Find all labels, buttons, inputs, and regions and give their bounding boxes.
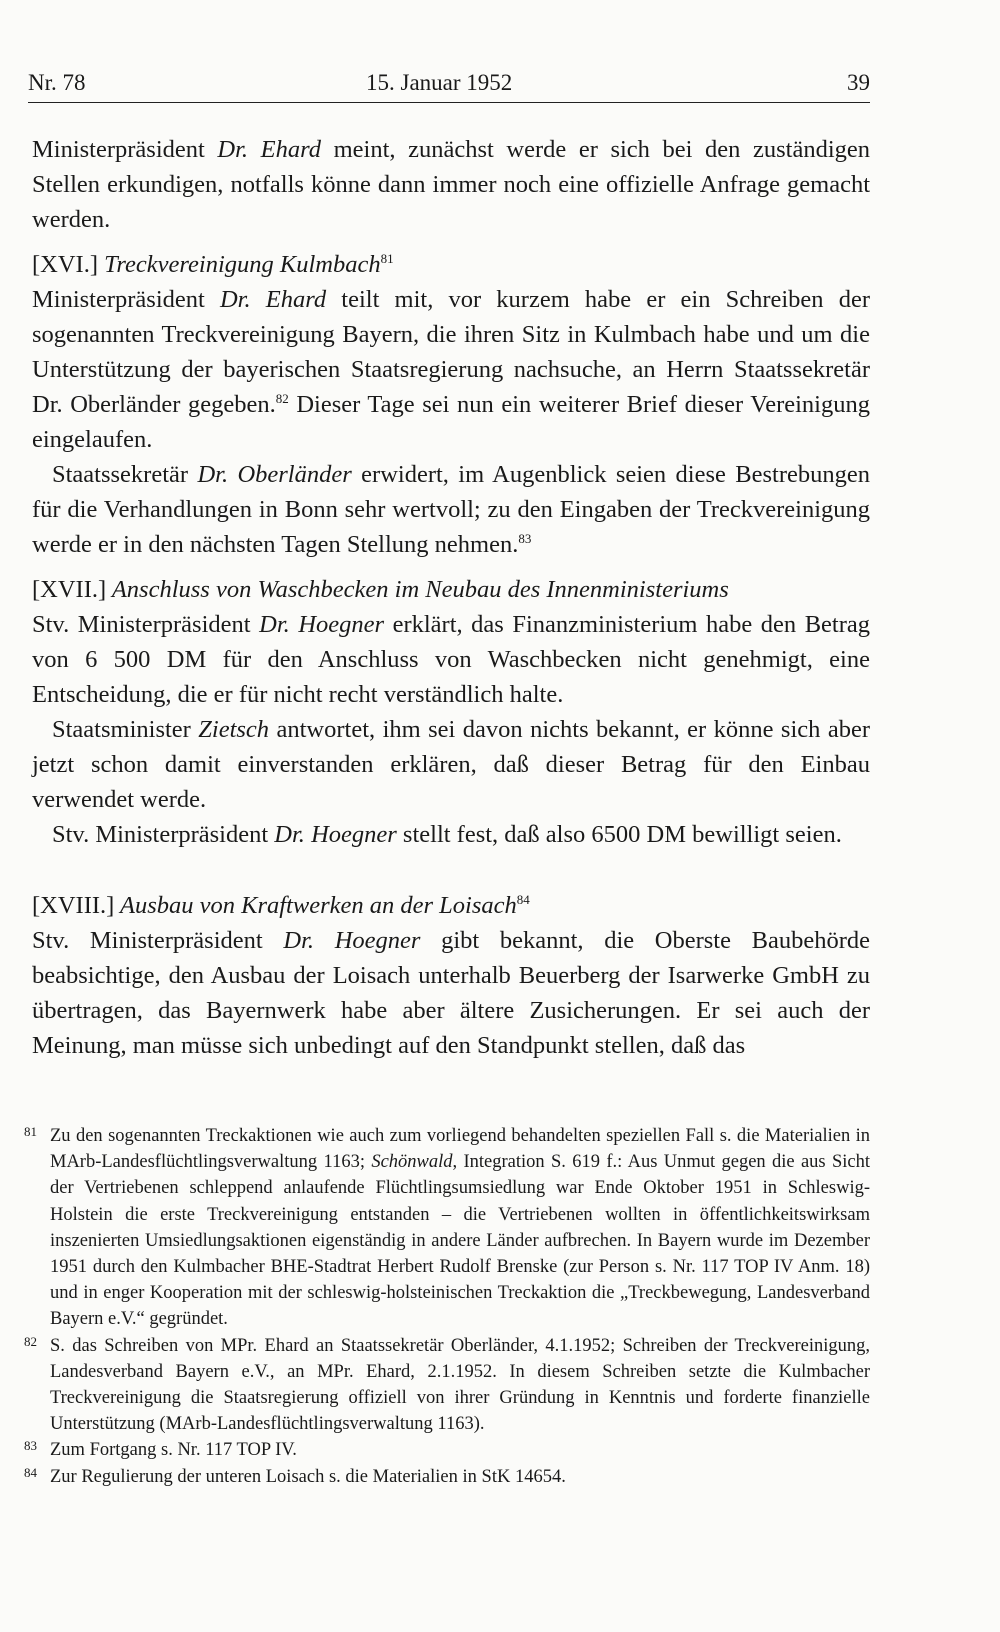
paragraph-xvi-2: [32, 457, 870, 562]
document-number: Nr. 78: [28, 70, 86, 95]
title-abbrev: Dr.: [259, 611, 299, 638]
paragraph-xvii-2: [32, 712, 870, 817]
title-abbrev: Dr.: [283, 927, 335, 954]
footnote-ref: 82: [275, 390, 289, 406]
text-run: Stv. Ministerpräsident: [32, 611, 260, 638]
footnote-ref: 83: [518, 530, 532, 546]
text-run: gibt bekannt, die Oberste Baubehörde beabsichtige, den Ausbau der Loisach unterhalb Beuerberg der Isarwerke GmbH zu übertragen, das Bayernwerk habe aber ältere Zusicherungen. Er sei auch der Meinung, man müsse sich unbedingt auf den Standpunkt stellen, daß das: [32, 927, 871, 1059]
text-run: erwidert, im Augenblick seien diese Bestrebungen für die Verhandlungen in Bonn sehr wertvoll; zu den Eingaben der Treckvereinigung werde er in den nächsten Tagen Stellung nehmen.: [32, 461, 870, 558]
section-title: Treckvereinigung Kulmbach: [98, 251, 381, 278]
text-run: erklärt, das Finanzministerium habe den Betrag von 6 500 DM für den Anschluss von Waschbecken nicht genehmigt, eine Entscheidung, die er für nicht recht verständlich halte.: [32, 611, 871, 708]
section-heading-xvii: [32, 572, 870, 607]
text-run: Ministerpräsident: [32, 136, 218, 163]
footnote-text: Zu den sogenannten Treckaktionen wie auch zum vorliegend behandelten speziellen Fall s. die Materialien in MArb-Landesflüchtlingsverwaltung 1163;: [50, 1126, 870, 1173]
text-run: antwortet, ihm sei davon nichts bekannt, er könne sich aber jetzt schon damit einverstanden erklären, daß dieser Betrag für den Einbau verwendet werde.: [32, 716, 870, 813]
main-text: [32, 132, 870, 1063]
footnote-number: 81: [24, 1124, 37, 1139]
title-abbrev: Dr.: [197, 461, 238, 488]
footnote-text: Zur Regulierung der unteren Loisach s. die Materialien in StK 14654.: [50, 1466, 566, 1487]
speaker-name: Zietsch: [198, 716, 270, 743]
speaker-name: Ehard: [260, 136, 321, 163]
section-title: Anschluss von Waschbecken im Neubau des Innenministeriums: [106, 576, 729, 603]
footnote-text: Zum Fortgang s. Nr. 117 TOP IV.: [50, 1440, 297, 1461]
text-run: Staatssekretär: [52, 461, 198, 488]
paragraph-intro: [32, 132, 870, 237]
footnote-text: S. das Schreiben von MPr. Ehard an Staatssekretär Oberländer, 4.1.1952; Schreiben der Treckvereinigung, Landesverband Bayern e.V., an MPr. Ehard, 2.1.1952. In diesem Schreiben setzte die Kulmbacher Treckvereinigung die Staatsregierung offiziell von ihrer Gründung in Kenntnis und forderte finanzielle Unterstützung (MArb-Landesflüchtlingsverwaltung 1163).: [50, 1335, 870, 1435]
paragraph-xvi-1: [32, 282, 870, 457]
section-heading-xvi: [32, 247, 870, 282]
section-number: [XVI.]: [32, 251, 98, 278]
footnote-83: [24, 1437, 870, 1463]
text-run: meint, zunächst werde er sich bei den zuständigen Stellen erkundigen, notfalls könne dann immer noch eine offizielle Anfrage gemacht werden.: [32, 136, 871, 233]
speaker-name: Oberländer: [237, 461, 352, 488]
section-number: [XVII.]: [32, 576, 107, 603]
paragraph-xvii-1: [32, 607, 870, 712]
speaker-name: Hoegner: [311, 821, 397, 848]
footnote-number: 84: [24, 1464, 37, 1480]
text-run: stellt fest, daß also 6500 DM bewilligt seien.: [396, 821, 842, 848]
text-run: Dieser Tage sei nun ein weiterer Brief dieser Vereinigung eingelaufen.: [32, 391, 870, 453]
footnotes: [24, 1123, 870, 1490]
running-header: [28, 62, 870, 103]
cited-author: Schönwald: [371, 1152, 453, 1173]
title-abbrev: Dr.: [274, 821, 312, 848]
text-run: teilt mit, vor kurzem habe er ein Schreiben der sogenannten Treckvereinigung Bayern, die ihren Sitz in Kulmbach habe und um die Unterstützung der bayerischen Staatsregierung nachsuche, an Herrn Staatssekretär Dr. Oberländer gegeben.: [32, 286, 870, 418]
footnote-82: [24, 1333, 870, 1438]
footnote-number: 83: [24, 1438, 37, 1454]
footnote-84: [24, 1464, 870, 1490]
section-title: Ausbau von Kraftwerken an der Loisach: [114, 892, 517, 919]
paragraph-xviii-1: [32, 923, 870, 1063]
paragraph-xvii-3: [32, 817, 870, 852]
text-run: Stv. Ministerpräsident: [32, 927, 284, 954]
speaker-name: Hoegner: [298, 611, 385, 638]
footnote-ref: 84: [516, 891, 530, 907]
speaker-name: Hoegner: [334, 927, 421, 954]
footnote-text: , Integration S. 619 f.: Aus Unmut gegen die aus Sicht der Vertriebenen schleppend anlaufende Flüchtlingsumsiedlung war Ende Oktober 1951 in Schleswig-Holstein die erste Treckvereinigung entstanden – die Vertriebenen wollten in öffentlichkeitswirksam inszenierten Umsiedlungsaktionen eigenständig in andere Länder aufbrechen. In Bayern wurde im Dezember 1951 durch den Kulmbacher BHE-Stadtrat Herbert Rudolf Brenske (zur Person s. Nr. 117 TOP IV Anm. 18) und in enger Kooperation mit der schleswig-holsteinischen Treckaktion die „Treckbewegung, Landesverband Bayern e.V.“ gegründet.: [50, 1152, 870, 1330]
speaker-name: Ehard: [265, 286, 327, 313]
title-abbrev: Dr.: [217, 136, 261, 163]
text-run: Ministerpräsident: [32, 286, 220, 313]
header-date: 15. Januar 1952: [366, 70, 513, 95]
section-number: [XVIII.]: [32, 892, 115, 919]
page-number: 39: [847, 70, 870, 95]
footnote-81: [24, 1123, 870, 1333]
title-abbrev: Dr.: [219, 286, 266, 313]
text-run: Staatsminister: [52, 716, 199, 743]
text-run: Stv. Ministerpräsident: [52, 821, 275, 848]
section-heading-xviii: [32, 888, 870, 923]
footnote-ref: 81: [380, 250, 394, 266]
footnote-number: 82: [24, 1333, 37, 1349]
